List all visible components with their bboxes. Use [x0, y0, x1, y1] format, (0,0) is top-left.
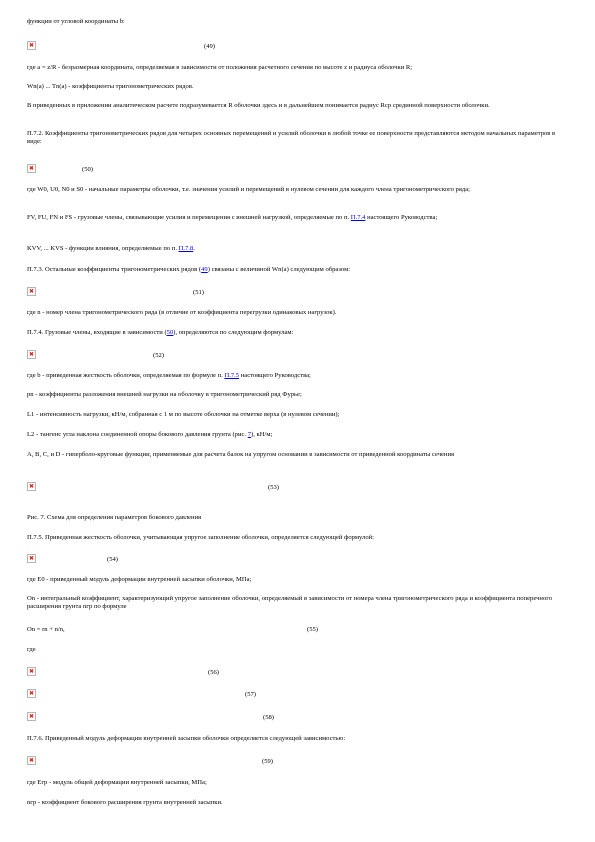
paragraph: функции от угловой координаты b: [27, 18, 125, 25]
broken-image-icon [27, 689, 36, 698]
broken-image-icon [27, 164, 36, 173]
equation-57 [27, 689, 567, 701]
broken-image-icon [27, 554, 36, 563]
text: ), определяются по следующим формулам: [173, 329, 294, 336]
paragraph: П.7.6. Приведенный модуль деформации внутренней засыпки оболочки определяется следующей зависимостью: [27, 735, 346, 742]
equation-number: (52) [153, 352, 164, 359]
equation-50 [27, 164, 567, 176]
equation-number: (50) [82, 166, 93, 173]
broken-image-icon [27, 482, 36, 491]
paragraph: On - интегральный коэффициент, характеризующий упругое заполнение оболочки, определяемый в зависимости от номера члена тригонометрического ряда и коэффициента поперечного расширения грунта nгр по формуле [27, 595, 553, 610]
section-link[interactable]: П.7.8 [178, 245, 194, 252]
equation-59 [27, 756, 567, 768]
text: где b - приведенная жесткость оболочки, определяемая по формуле п. [27, 372, 225, 379]
paragraph: Wn(a) ... Tn(a) - коэффициенты тригонометрических рядов. [27, 83, 194, 90]
text: настоящего Руководства; [239, 372, 311, 379]
text: KVV, ... KVS - функции влияния, определяемые по п. [27, 245, 179, 252]
equation-number: (59) [262, 758, 273, 765]
text: . [193, 245, 195, 252]
paragraph: где W0, U0, N0 и S0 - начальные параметры оболочки, т.е. значения усилий и перемещений в нулевом сечении для каждого члена тригонометрического ряда; [27, 186, 471, 193]
paragraph: где a = z/R - безразмерная координата, определяемая в зависимости от положения расчетного сечения по высоте z и радиуса оболочки R; [27, 64, 413, 71]
paragraph [27, 266, 567, 274]
text: П.7.4. Грузовые члены, входящие в зависимости ( [27, 329, 167, 336]
equation-56 [27, 667, 567, 679]
paragraph [27, 214, 567, 222]
equation-58 [27, 712, 567, 724]
paragraph: рn - коэффициенты разложения внешней нагрузки на оболочку в тригонометрический ряд Фурье; [27, 391, 302, 398]
figure-caption: Рис. 7. Схема для определения параметров бокового давления [27, 514, 202, 521]
paragraph: где E0 - приведенный модуль деформации внутренней засыпки оболочки, МПа; [27, 576, 252, 583]
text: П.7.3. Остальные коэффициенты тригонометрических рядов ( [27, 266, 202, 273]
broken-image-icon [27, 667, 36, 676]
paragraph: В приведенных в приложении аналитическом расчете подразумевается R оболочки здесь и в дальнейшем понимается радиус Rср срединной поверхности оболочки. [27, 102, 490, 109]
text: настоящего Руководства; [365, 214, 438, 221]
equation-link[interactable]: 49 [201, 266, 208, 273]
equation-number: (54) [107, 556, 118, 563]
equation-number: (55) [307, 626, 318, 633]
paragraph: L1 - интенсивность нагрузки, кН/м, собранная с 1 м по высоте оболочки на отметке верха (в нулевом сечении); [27, 411, 340, 418]
paragraph: П.7.2. Коэффициенты тригонометрических рядов для четырех основных перемещений и усилий оболочки в любой точке ее поверхности представляются методом начальных параметров в виде: [27, 130, 556, 145]
text: L2 - тангенс угла наклона соединенной опоры бокового давления грунта (рис. [27, 431, 248, 438]
section-link[interactable]: П.7.5 [224, 372, 240, 379]
equation-link[interactable]: 50 [166, 329, 174, 336]
paragraph: A, B, C, и D - гиперболо-круговые функции, применяемые для расчета балок на упругом основании в зависимости от приведенной координаты сечения [27, 451, 455, 458]
equation-number: (56) [208, 669, 219, 676]
paragraph: nгр - коэффициент бокового расширения грунта внутренней засыпки. [27, 799, 223, 806]
paragraph [27, 431, 567, 439]
paragraph: где [27, 646, 36, 653]
text: FV, FU, FN и FS - грузовые члены, связывающие усилия и перемещения с внешней нагрузкой, определяемые по п. [27, 214, 351, 221]
broken-image-icon [27, 287, 36, 296]
equation-number: (49) [204, 43, 215, 50]
section-link[interactable]: П.7.4 [350, 214, 366, 221]
broken-image-icon [27, 350, 36, 359]
equation-53 [27, 482, 567, 494]
figure-link[interactable]: 7 [247, 431, 252, 438]
paragraph: где n - номер члена тригонометрического ряда (в отличие от коэффициента перегрузки одинаковых нагрузок). [27, 309, 337, 316]
paragraph: где Eгр - модуль общей деформации внутренней засыпки, МПа; [27, 779, 207, 786]
equation-number: (53) [268, 484, 279, 491]
equation-54 [27, 554, 567, 566]
text: ), кН/м; [251, 431, 273, 438]
equation-55 [27, 624, 567, 636]
equation-number: (51) [193, 289, 204, 296]
broken-image-icon [27, 756, 36, 765]
equation-51 [27, 287, 567, 299]
paragraph [27, 245, 567, 253]
paragraph [27, 329, 567, 337]
equation-number: (57) [245, 691, 256, 698]
broken-image-icon [27, 41, 36, 50]
equation-52 [27, 350, 567, 362]
paragraph [27, 372, 567, 380]
equation-number: (58) [263, 714, 274, 721]
equation-text: On = rn + n/n, [27, 626, 65, 633]
paragraph: П.7.5. Приведенная жесткость оболочки, учитывающая упругое заполнение оболочки, определяется следующей формулой: [27, 534, 374, 541]
broken-image-icon [27, 712, 36, 721]
text: ) связаны с величиной Wn(a) следующим образом: [207, 266, 351, 273]
equation-49 [27, 41, 567, 53]
